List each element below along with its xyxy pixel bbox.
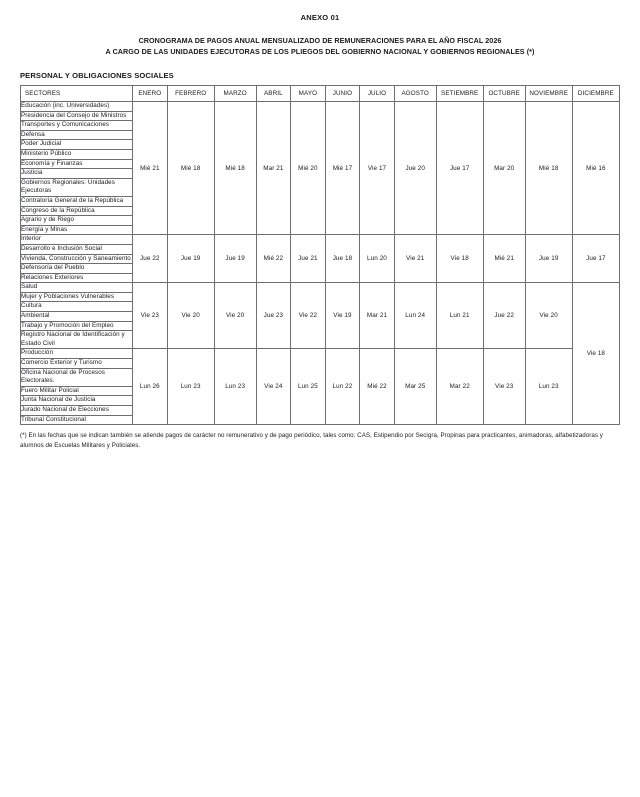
payment-date-enero: Jue 22 (133, 235, 168, 283)
payment-date-abril: Vie 24 (256, 349, 291, 425)
column-header-octubre: OCTUBRE (483, 86, 525, 102)
payment-date-agosto: Vie 21 (394, 235, 436, 283)
column-header-noviembre: NOVIEMBRE (525, 86, 572, 102)
payment-date-mayo: Jue 21 (291, 235, 326, 283)
payment-date-setiembre: Jue 17 (436, 102, 483, 235)
sector-name-cell: Interior (21, 235, 133, 245)
sector-name-cell: Tribunal Constitucional (21, 415, 133, 425)
payment-date-julio: Lun 20 (360, 235, 395, 283)
sector-name-cell: Producción (21, 349, 133, 359)
payment-date-agosto: Mar 25 (394, 349, 436, 425)
column-header-diciembre: DICIEMBRE (572, 86, 619, 102)
payment-date-junio: Vie 19 (325, 283, 360, 349)
column-header-julio: JULIO (360, 86, 395, 102)
sector-name-cell: Mujer y Poblaciones Vulnerables (21, 292, 133, 302)
payment-date-diciembre: Vie 18 (572, 283, 619, 425)
payment-date-diciembre: Mié 16 (572, 102, 619, 235)
title-line-1: CRONOGRAMA DE PAGOS ANUAL MENSUALIZADO DE REMUNERACIONES PARA EL AÑO FISCAL 2026 (138, 36, 502, 45)
payment-date-abril: Mié 22 (256, 235, 291, 283)
payment-date-enero: Lun 26 (133, 349, 168, 425)
sector-name-cell: Educación (inc. Universidades) (21, 102, 133, 112)
sector-name-cell: Ministerio Público (21, 149, 133, 159)
payment-date-febrero: Vie 20 (167, 283, 214, 349)
payment-date-noviembre: Lun 23 (525, 349, 572, 425)
payment-date-marzo: Mié 18 (214, 102, 256, 235)
payment-date-abril: Jue 23 (256, 283, 291, 349)
payment-date-noviembre: Jue 19 (525, 235, 572, 283)
sector-name-cell: Defensa (21, 130, 133, 140)
table-row (21, 102, 620, 112)
column-header-marzo: MARZO (214, 86, 256, 102)
section-heading: PERSONAL Y OBLIGACIONES SOCIALES (20, 71, 174, 80)
payment-date-octubre: Vie 23 (483, 349, 525, 425)
column-header-febrero: FEBRERO (167, 86, 214, 102)
column-header-agosto: AGOSTO (394, 86, 436, 102)
payment-date-julio: Vie 17 (360, 102, 395, 235)
payment-date-junio: Jue 18 (325, 235, 360, 283)
payment-date-junio: Lun 22 (325, 349, 360, 425)
sector-name-cell: Presidencia del Consejo de Ministros (21, 111, 133, 121)
payment-date-marzo: Jue 19 (214, 235, 256, 283)
sector-name-cell: Comercio Exterior y Turismo (21, 359, 133, 369)
payment-date-agosto: Jue 20 (394, 102, 436, 235)
sector-name-cell: Agrario y de Riego (21, 216, 133, 226)
sector-name-cell: Defensoría del Pueblo (21, 264, 133, 274)
table-footnote: (*) En las fechas que se indican también se atiende pagos de carácter no remunerativo y de pago periódico, tales como: CAS, Estipendio por Secigra, Propinas para practicantes, animadoras, alfabetizadoras y alumnos de Escuelas Militares y Policiales. (20, 432, 603, 450)
document-title (20, 35, 620, 57)
payment-date-setiembre: Lun 21 (436, 283, 483, 349)
payment-date-noviembre: Mié 18 (525, 102, 572, 235)
sector-name-cell: Gobiernos Regionales: Unidades Ejecutoras (21, 178, 133, 196)
table-row (21, 349, 620, 359)
sector-name-cell: Trabajo y Promoción del Empleo (21, 321, 133, 331)
column-header-mayo: MAYO (291, 86, 326, 102)
payment-date-febrero: Lun 23 (167, 349, 214, 425)
sector-name-cell: Desarrollo e Inclusión Social (21, 244, 133, 254)
sector-name-cell: Economía y Finanzas (21, 159, 133, 169)
sector-name-cell: Salud (21, 283, 133, 293)
payment-date-abril: Mar 21 (256, 102, 291, 235)
payment-date-febrero: Mié 18 (167, 102, 214, 235)
payment-date-octubre: Mar 20 (483, 102, 525, 235)
sector-name-cell: Jurado Nacional de Elecciones (21, 406, 133, 416)
payment-date-febrero: Jue 19 (167, 235, 214, 283)
title-line-2: A CARGO DE LAS UNIDADES EJECUTORAS DE LOS PLIEGOS DEL GOBIERNO NACIONAL Y GOBIERNOS REGIONALES (*) (105, 47, 535, 56)
sector-name-cell: Junta Nacional de Justicia (21, 396, 133, 406)
payment-date-enero: Mié 21 (133, 102, 168, 235)
payment-date-marzo: Vie 20 (214, 283, 256, 349)
sector-name-cell: Vivienda, Construcción y Saneamiento (21, 254, 133, 264)
anexo-label: ANEXO 01 (300, 13, 340, 22)
payment-date-marzo: Lun 23 (214, 349, 256, 425)
sector-name-cell: Oficina Nacional de Procesos Electorales. (21, 368, 133, 386)
column-header-setiembre: SETIEMBRE (436, 86, 483, 102)
payment-date-mayo: Lun 25 (291, 349, 326, 425)
column-header-junio: JUNIO (325, 86, 360, 102)
table-row (21, 235, 620, 245)
payment-date-octubre: Mié 21 (483, 235, 525, 283)
sector-name-cell: Transportes y Comunicaciones (21, 121, 133, 131)
payment-date-julio: Mié 22 (360, 349, 395, 425)
sector-name-cell: Justicia (21, 169, 133, 179)
column-header-sectores: SECTORES (21, 86, 133, 102)
payment-date-agosto: Lun 24 (394, 283, 436, 349)
payment-date-julio: Mar 21 (360, 283, 395, 349)
sector-name-cell: Poder Judicial (21, 140, 133, 150)
sector-name-cell: Fuero Militar Policial (21, 386, 133, 396)
payment-date-setiembre: Mar 22 (436, 349, 483, 425)
payment-date-noviembre: Vie 20 (525, 283, 572, 349)
sector-name-cell: Ambiental (21, 312, 133, 322)
payment-date-enero: Vie 23 (133, 283, 168, 349)
payment-date-octubre: Jue 22 (483, 283, 525, 349)
sector-name-cell: Relaciones Exteriores (21, 273, 133, 283)
column-header-abril: ABRIL (256, 86, 291, 102)
column-header-enero: ENERO (133, 86, 168, 102)
payment-date-mayo: Vie 22 (291, 283, 326, 349)
payment-schedule-table (20, 85, 620, 425)
sector-name-cell: Cultura (21, 302, 133, 312)
payment-date-setiembre: Vie 18 (436, 235, 483, 283)
table-row (21, 283, 620, 293)
payment-date-mayo: Mié 20 (291, 102, 326, 235)
table-header-row (21, 86, 620, 102)
sector-name-cell: Congreso de la República (21, 206, 133, 216)
payment-date-junio: Mié 17 (325, 102, 360, 235)
payment-date-diciembre: Jue 17 (572, 235, 619, 283)
table-body (21, 102, 620, 425)
sector-name-cell: Contraloría General de la República (21, 196, 133, 206)
sector-name-cell: Registro Nacional de Identificación y Estado Civil (21, 331, 133, 349)
sector-name-cell: Energía y Minas (21, 225, 133, 235)
